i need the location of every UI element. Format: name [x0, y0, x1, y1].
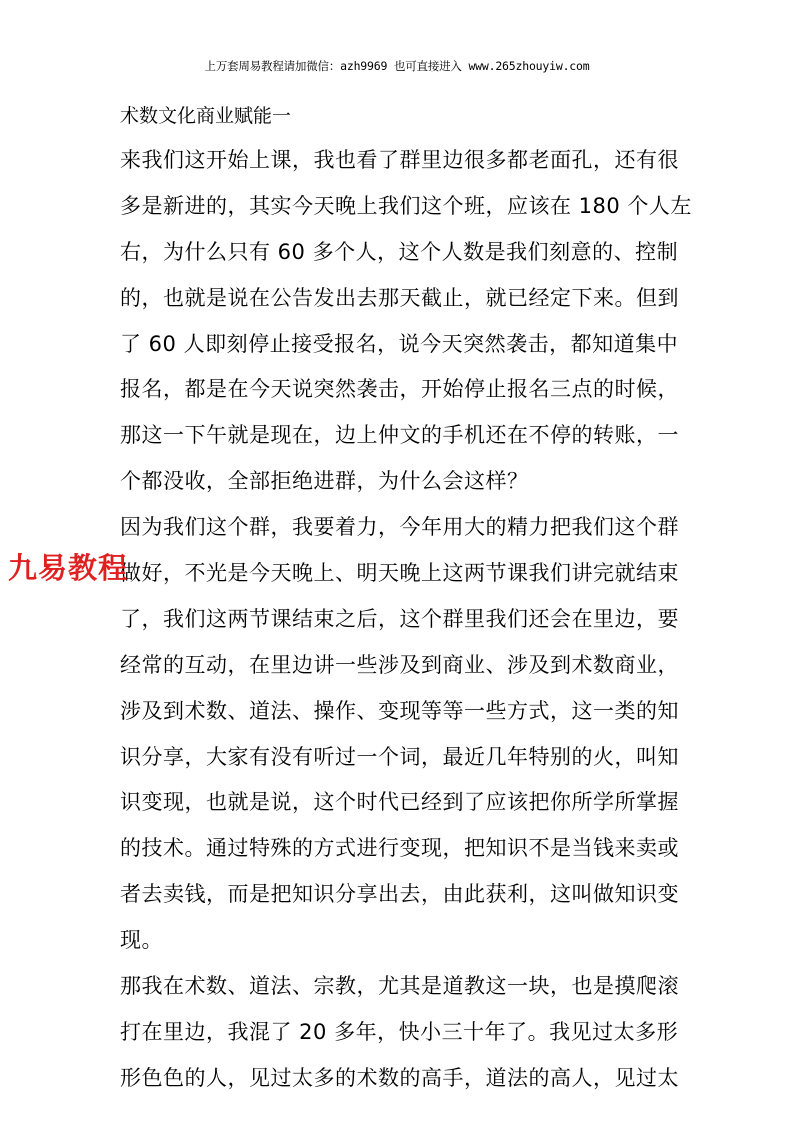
text-line: 识变现，也就是说，这个时代已经到了应该把你所学所掌握: [120, 790, 679, 815]
text-line: 个都没收，全部拒绝进群，为什么会这样？: [120, 469, 529, 494]
text-line: 的技术。通过特殊的方式进行变现，把知识不是当钱来卖或: [120, 836, 679, 861]
text-line: 涉及到术数、道法、操作、变现等等一些方式，这一类的知: [120, 698, 679, 723]
text-line: 经常的互动，在里边讲一些涉及到商业、涉及到术数商业，: [120, 652, 679, 677]
text-line: 识分享，大家有没有听过一个词，最近几年特别的火，叫知: [120, 744, 679, 769]
text-line: 现。: [120, 928, 163, 953]
text-line: 因为我们这个群，我要着力，今年用大的精力把我们这个群: [120, 515, 679, 540]
text-line: 那这一下午就是现在，边上仲文的手机还在不停的转账，一: [120, 423, 679, 448]
text-line: 做好，不光是今天晚上、明天晚上这两节课我们讲完就结束: [120, 561, 679, 586]
text-line: 形色色的人，见过太多的术数的高手，道法的高人，见过太: [120, 1065, 679, 1090]
watermark-logo: 九易教程: [8, 551, 129, 585]
text-line: 了，我们这两节课结束之后，这个群里我们还会在里边，要: [120, 606, 679, 631]
text-line: 右，为什么只有 60 多个人，这个人数是我们刻意的、控制: [120, 239, 679, 264]
document-title: 术数文化商业赋能一: [120, 105, 292, 127]
text-line: 的，也就是说在公告发出去那天截止，就已经定下来。但到: [120, 285, 679, 310]
header-note: 上万套周易教程请加微信：azh9969 也可直接进入 www.265zhouyiw.com: [204, 59, 590, 73]
text-line: 打在里边，我混了 20 多年，快小三十年了。我见过太多形: [120, 1019, 679, 1044]
text-line: 那我在术数、道法、宗教，尤其是道教这一块，也是摸爬滚: [120, 974, 679, 999]
text-line: 来我们这开始上课，我也看了群里边很多都老面孔，还有很: [120, 148, 679, 172]
body-text: [120, 138, 692, 1102]
text-line: 了 60 人即刻停止接受报名，说今天突然袭击，都知道集中: [120, 331, 679, 356]
text-line: 报名，都是在今天说突然袭击，开始停止报名三点的时候，: [120, 377, 679, 402]
text-line: 者去卖钱，而是把知识分享出去，由此获利，这叫做知识变: [120, 882, 679, 907]
text-line: 多是新进的，其实今天晚上我们这个班，应该在 180 个人左: [120, 193, 692, 218]
